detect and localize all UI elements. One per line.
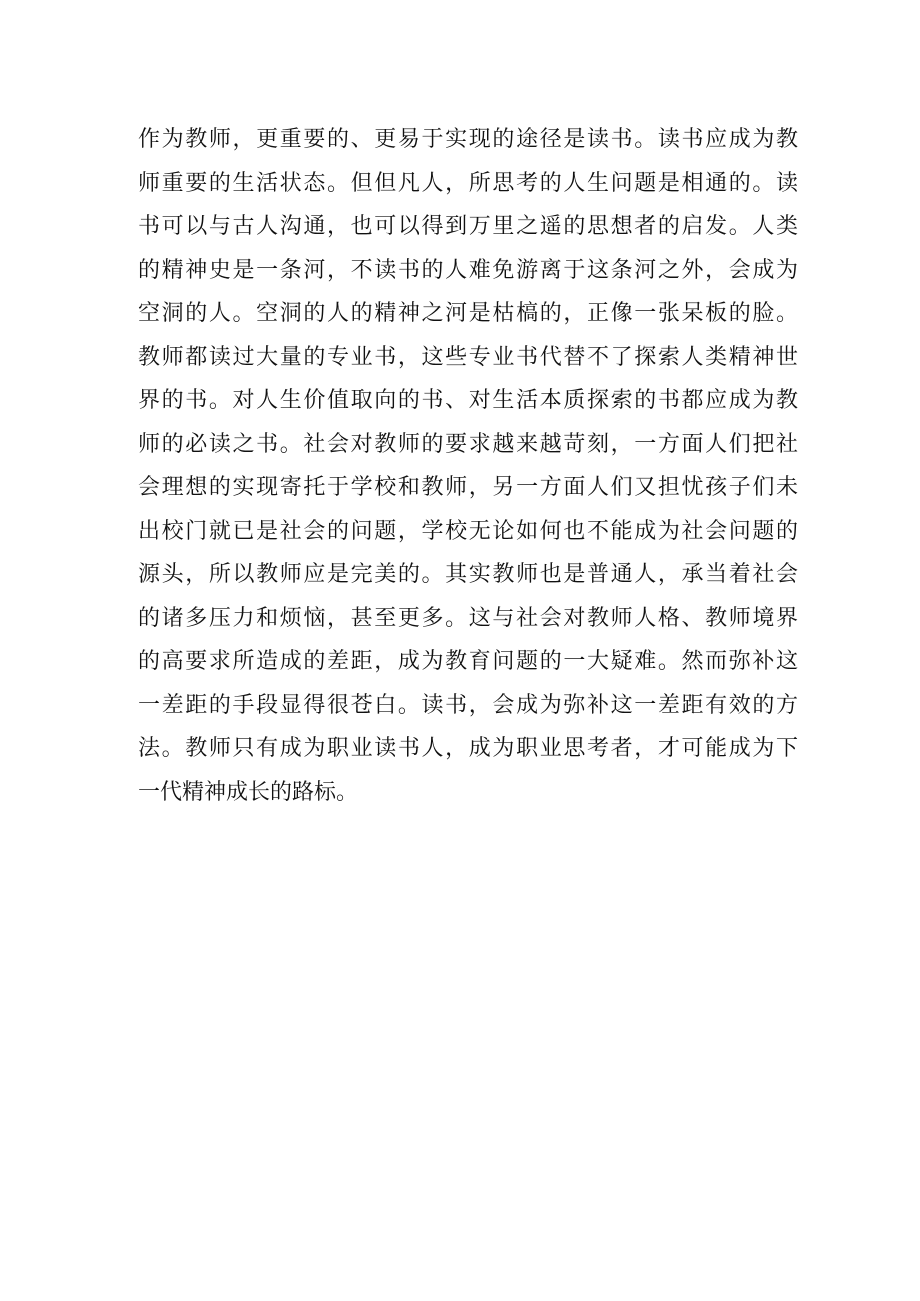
text-line: 书可以与古人沟通，也可以得到万里之遥的思想者的启发。人类 (138, 214, 798, 239)
text-line: 会理想的实现寄托于学校和教师，另一方面人们又担忧孩子们未 (138, 475, 798, 500)
text-line: 空洞的人。空洞的人的精神之河是枯槁的，正像一张呆板的脸。 (138, 301, 798, 326)
text-line: 界的书。对人生价值取向的书、对生活本质探索的书都应成为教 (138, 388, 798, 413)
text-line: 师的必读之书。社会对教师的要求越来越苛刻，一方面人们把社 (138, 431, 798, 457)
text-line: 的诸多压力和烦恼，甚至更多。这与社会对教师人格、教师境界 (138, 605, 798, 631)
text-line: 的高要求所造成的差距，成为教育问题的一大疑难。然而弥补这 (138, 649, 798, 674)
text-line: 作为教师，更重要的、更易于实现的途径是读书。读书应成为教 (138, 127, 798, 152)
text-line: 教师都读过大量的专业书，这些专业书代替不了探索人类精神世 (138, 344, 798, 370)
text-line: 师重要的生活状态。但但凡人，所思考的人生问题是相通的。读 (138, 170, 798, 196)
text-line: 一代精神成长的路标。 (138, 779, 359, 805)
text-line: 出校门就已是社会的问题，学校无论如何也不能成为社会问题的 (138, 518, 798, 544)
text-line: 源头，所以教师应是完美的。其实教师也是普通人，承当着社会 (138, 562, 798, 587)
text-line: 法。教师只有成为职业读书人，成为职业思考者，才可能成为下 (138, 736, 798, 761)
text-line: 一差距的手段显得很苍白。读书，会成为弥补这一差距有效的方 (138, 692, 798, 718)
text-line: 的精神史是一条河，不读书的人难免游离于这条河之外，会成为 (138, 257, 798, 283)
body-paragraph (138, 118, 798, 814)
